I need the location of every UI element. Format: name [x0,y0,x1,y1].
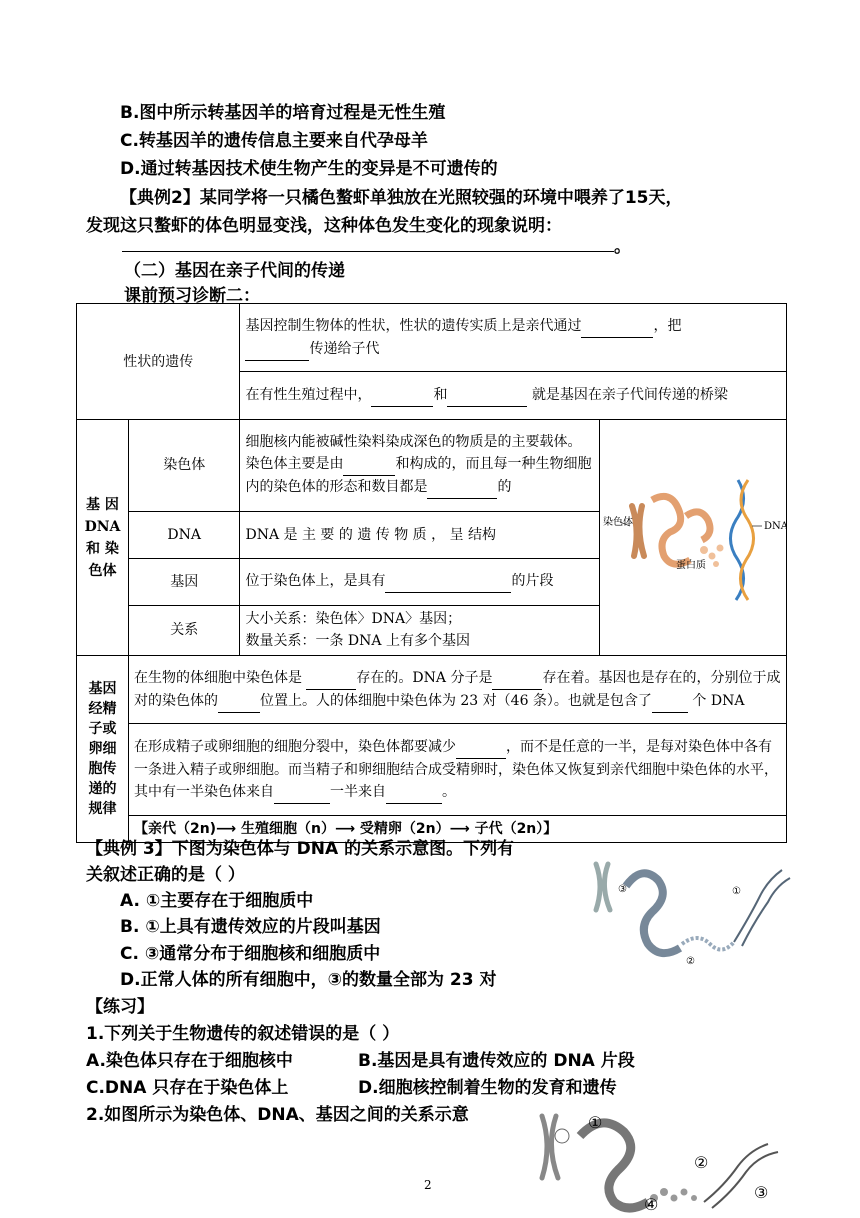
ex3-fig-label-1: ① [732,886,741,897]
rule-header: 基因经精子或卵细胞传递的规律 [77,656,129,843]
example-3-line2: 关叙述正确的是（ ） [86,865,245,885]
fig-label-chromosome: 染色体 [602,517,633,528]
example-2-answer-line [122,232,631,257]
ex3-option-b: B. ①上具有遗传效应的片段叫基因 [120,917,381,937]
practice-2-figure [528,1106,788,1218]
option-b: B.图中所示转基因羊的培育过程是无性生殖 [120,103,446,123]
fig-label-protein: 蛋白质 [675,560,706,571]
chromosome-label: 染色体 [128,420,240,512]
p2-fig-label-1: ① [588,1113,603,1132]
example-3-figure [582,856,792,976]
option-c: C.转基因羊的遗传信息主要来自代孕母羊 [120,131,428,151]
rule-row-3: 【亲代（2n)⟶ 生殖细胞（n）⟶ 受精卵（2n）⟶ 子代（2n）】 [128,816,786,843]
gene-label: 基因 [128,558,240,605]
gene-dna-header: 基 因 DNA 和 染色体 [77,420,129,656]
chromosome-dna-figure [599,420,786,656]
dna-helix [730,480,753,600]
period: 。 [614,237,631,257]
practice-q1-c: C.DNA 只存在于染色体上 [86,1078,289,1098]
practice-header: 【练习】 [86,997,154,1017]
coil-shape [652,496,710,564]
ex3-fig-label-3: ③ [618,884,627,895]
gene-text: 位于染色体上，是具有 的片段 [240,558,599,605]
relation-text: 大小关系：染色体〉DNA〉基因； 数量关系：一条 DNA 上有多个基因 [240,605,599,655]
rule-row-1: 在生物的体细胞中染色体是 存在的。DNA 分子是 存在着。基因也是存在的，分别位于成对的染色体的 位置上。人的体细胞中染色体为 23 对（46 条）。也就是包含了 个 DNA [128,656,786,724]
dna-label: DNA [128,511,240,558]
answer-blank[interactable] [122,239,614,252]
practice-q1-b: B.基因是具有遗传效应的 DNA 片段 [358,1051,635,1071]
section-title: （二）基因在亲子代间的传递 [124,261,345,281]
chromosome-shape [632,506,644,556]
p2-fig-label-2: ② [694,1153,709,1172]
example-3-line1: 【典例 3】下图为染色体与 DNA 的关系示意图。下列有 [86,839,515,859]
trait-row-2: 在有性生殖过程中， 和 就是基因在亲子代间传递的桥梁 [240,372,787,420]
option-d: D.通过转基因技术使生物产生的变异是不可遗传的 [120,159,498,179]
fig-label-dna: DNA [763,521,786,532]
practice-q1: 1.下列关于生物遗传的叙述错误的是（ ） [86,1024,400,1044]
chromosome-text: 细胞核内能被碱性染料染成深色的物质是的主要载体。染色体主要是由 和构成的，而且每一种生物细胞内的染色体的形态和数目都是 的 [240,420,599,512]
ex3-option-a: A. ①主要存在于细胞质中 [120,891,314,911]
knowledge-table [76,303,787,843]
example-2-line1: 【典例2】某同学将一只橘色螯虾单独放在光照较强的环境中喂养了15天， [120,188,683,208]
trait-header: 性状的遗传 [77,304,240,420]
practice-q1-d: D.细胞核控制着生物的发育和遗传 [358,1078,617,1098]
practice-q1-a: A.染色体只存在于细胞核中 [86,1051,293,1071]
ex3-option-d: D.正常人体的所有细胞中，③的数量全部为 23 对 [120,970,497,990]
relation-label: 关系 [128,605,240,655]
preview-title: 课前预习诊断二： [124,286,260,306]
chromosome-dna-diagram [600,420,786,648]
page-number: 2 [424,1178,432,1192]
ex3-option-c: C. ③通常分布于细胞核和细胞质中 [120,944,381,964]
example-2-line2: 发现这只螯虾的体色明显变浅，这种体色发生变化的现象说明： [86,216,562,236]
ex3-fig-label-2: ② [686,956,695,967]
trait-row-1: 基因控制生物体的性状，性状的遗传实质上是亲代通过 ，把 传递给子代 [240,304,787,372]
p2-fig-label-4: ④ [644,1195,659,1214]
dna-text: DNA 是 主 要 的 遗 传 物 质 ， 呈 结构 [240,511,599,558]
p2-fig-label-3: ③ [754,1183,769,1202]
practice-q2: 2.如图所示为染色体、DNA、基因之间的关系示意 [86,1105,469,1125]
rule-row-2: 在形成精子或卵细胞的细胞分裂中，染色体都要减少 ，而不是任意的一半，是每对染色体中各有一条进入精子或卵细胞。而当精子和卵细胞结合成受精卵时，染色体又恢复到亲代细胞中染色体的水平，其中有一半染色体来自 一半来自 。 [128,724,786,816]
